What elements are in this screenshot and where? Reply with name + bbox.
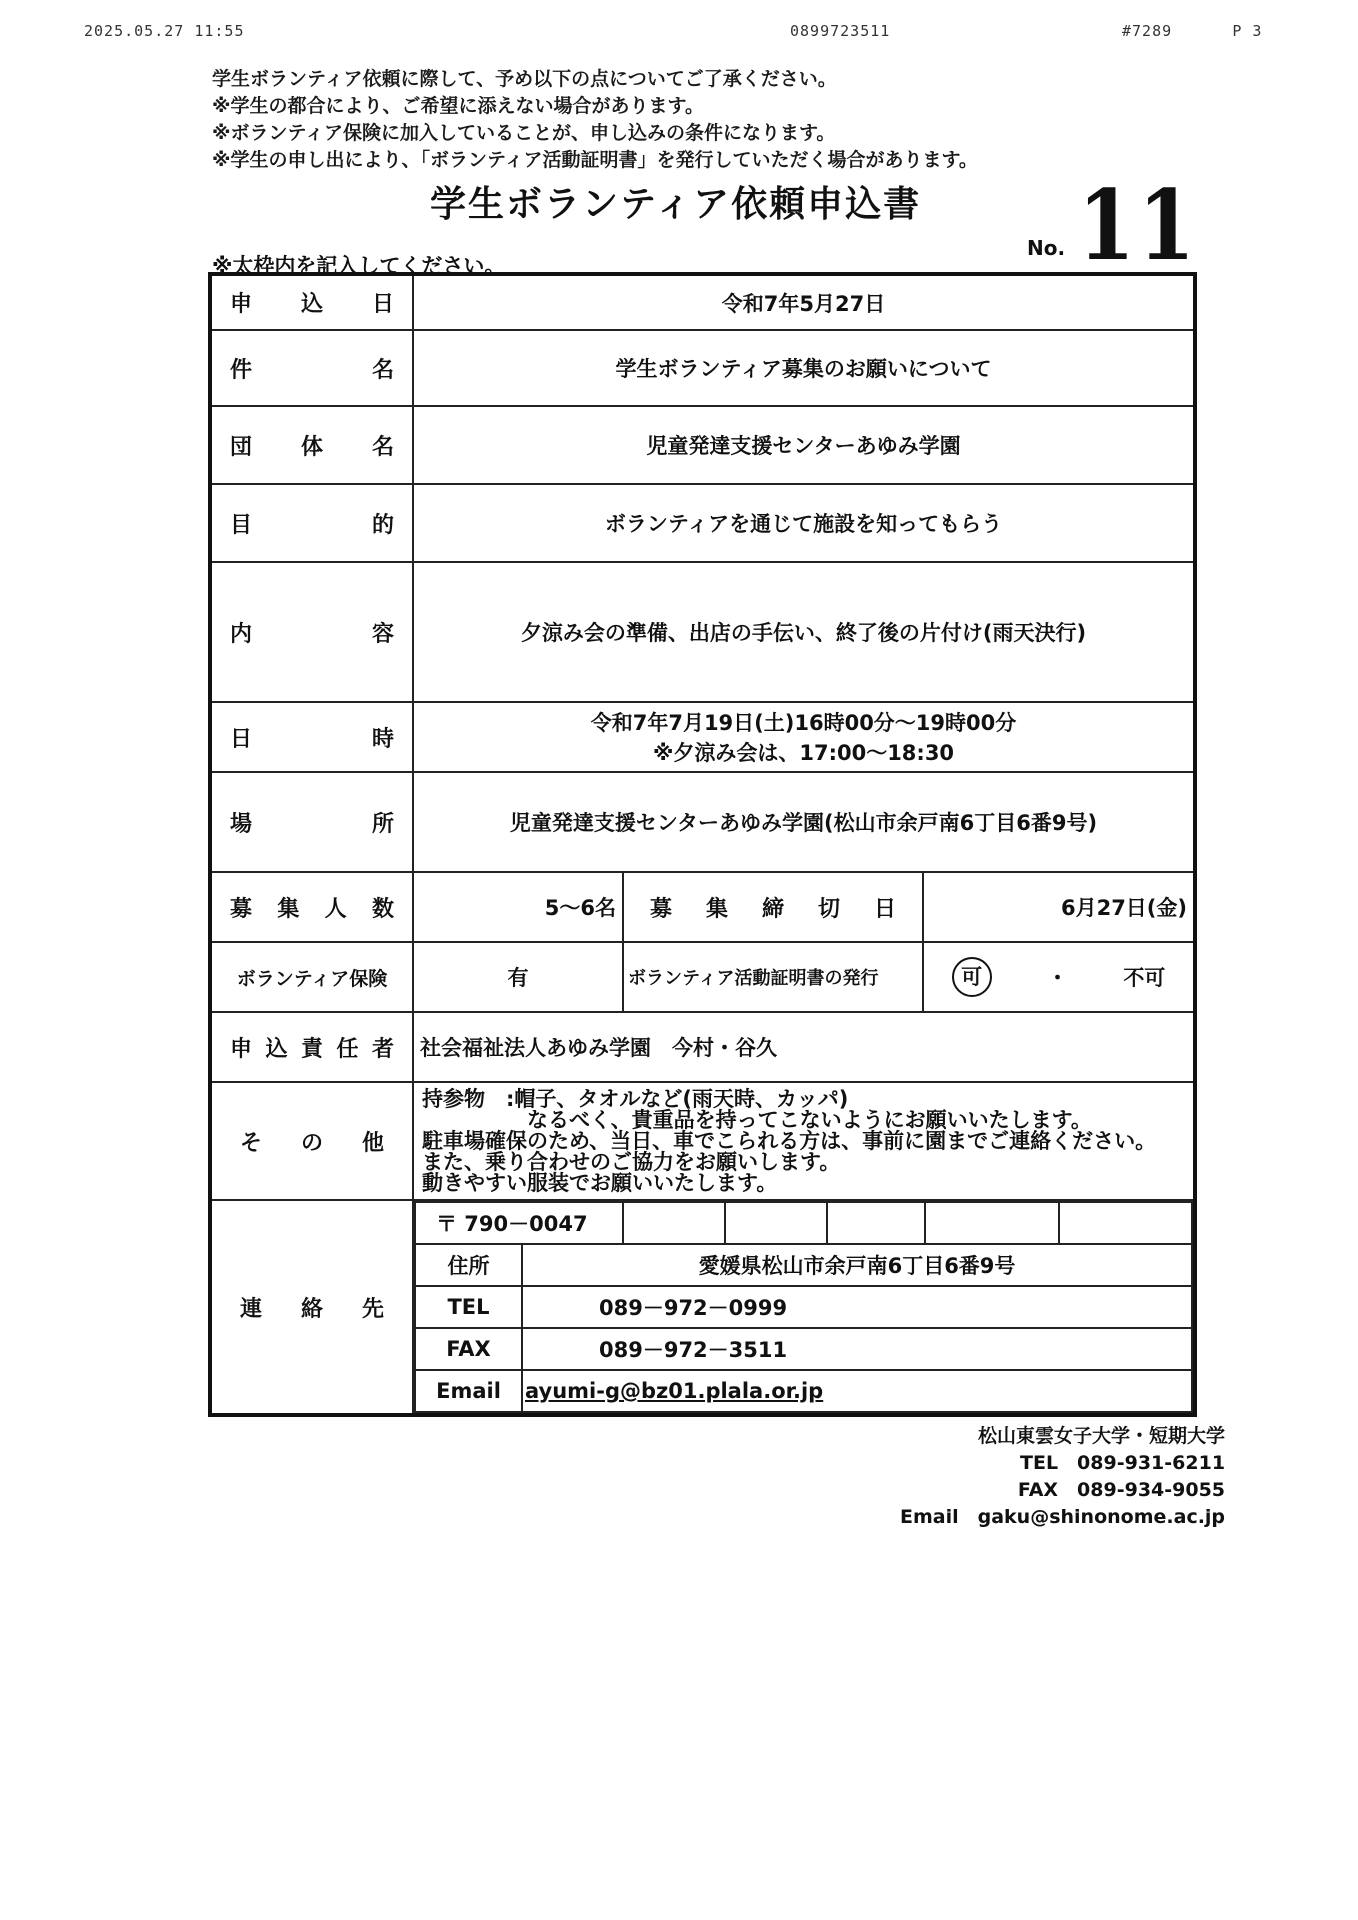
label-char: 容 xyxy=(371,621,394,647)
notice-line: ※ボランティア保険に加入していることが、申し込みの条件になります。 xyxy=(212,122,836,144)
certificate-no: 不可 xyxy=(1123,966,1166,990)
label-recruit-count xyxy=(210,872,413,942)
contact-details xyxy=(413,1200,1195,1415)
postal-box xyxy=(725,1202,827,1244)
postal-box xyxy=(623,1202,725,1244)
fax-number: 0899723511 xyxy=(790,22,891,40)
label-char: 名 xyxy=(371,434,394,460)
label-organization xyxy=(210,406,413,484)
label-char: 先 xyxy=(361,1296,384,1322)
label-deadline xyxy=(623,872,923,942)
label-char: 連 xyxy=(240,1296,263,1322)
label-char: 件 xyxy=(230,357,253,383)
label-char: 名 xyxy=(371,357,394,383)
datetime-line1: 令和7年7月19日(土)16時00分～19時00分 xyxy=(590,711,1017,735)
postal-box xyxy=(1059,1202,1192,1244)
other-line: 駐車場確保のため、当日、車でこられる方は、事前に園までご連絡ください。 xyxy=(422,1128,1157,1153)
label-char: 責 xyxy=(300,1036,323,1062)
label-char: 的 xyxy=(371,512,394,538)
certificate-value xyxy=(923,942,1195,1012)
label-char: 団 xyxy=(230,434,253,460)
form-title: 学生ボランティア依頼申込書 xyxy=(430,184,922,225)
label-char: 内 xyxy=(230,621,253,647)
insurance-value: 有 xyxy=(413,942,623,1012)
label-char: 募 xyxy=(650,896,673,922)
number-label: No. xyxy=(1027,236,1066,260)
label-char: 任 xyxy=(336,1036,359,1062)
address-label: 住所 xyxy=(415,1244,522,1286)
application-form xyxy=(208,272,1197,1417)
label-char: 募 xyxy=(230,896,253,922)
postal-box xyxy=(827,1202,925,1244)
content-value: 夕涼み会の準備、出店の手伝い、終了後の片付け(雨天決行) xyxy=(413,562,1195,702)
label-char: 時 xyxy=(371,726,394,752)
contact-table xyxy=(414,1201,1193,1413)
label-char: 所 xyxy=(371,811,394,837)
label-char: 数 xyxy=(371,896,394,922)
responsible-value: 社会福祉法人あゆみ学園 今村・谷久 xyxy=(413,1012,1195,1082)
other-line: なるべく、貴重品を持ってこないようにお願いいたします。 xyxy=(422,1107,1092,1132)
label-contact xyxy=(210,1200,413,1415)
notice-line: ※学生の申し出により、「ボランティア活動証明書」を発行していただく場合があります。 xyxy=(212,149,978,171)
label-place xyxy=(210,772,413,872)
label-char: 他 xyxy=(361,1130,384,1156)
label-char: 絡 xyxy=(300,1296,323,1322)
label-char: 申 xyxy=(230,1036,253,1062)
label-char: 集 xyxy=(705,896,728,922)
purpose-value: ボランティアを通じて施設を知ってもらう xyxy=(413,484,1195,562)
email-cell xyxy=(522,1370,1192,1412)
form-number: 11 xyxy=(1078,169,1199,282)
fax-value: 089－972－3511 xyxy=(522,1328,1192,1370)
tel-label: TEL xyxy=(415,1286,522,1328)
label-purpose xyxy=(210,484,413,562)
label-responsible xyxy=(210,1012,413,1082)
organization-value: 児童発達支援センターあゆみ学園 xyxy=(413,406,1195,484)
label-char: 場 xyxy=(230,811,253,837)
address-value: 愛媛県松山市余戸南6丁目6番9号 xyxy=(522,1244,1192,1286)
certificate-separator: ・ xyxy=(1046,966,1068,990)
label-datetime xyxy=(210,702,413,772)
datetime-line2: ※夕涼み会は、17:00～18:30 xyxy=(652,741,955,765)
notice-line: 学生ボランティア依頼に際して、予め以下の点についてご了承ください。 xyxy=(212,68,837,90)
label-char: の xyxy=(300,1130,323,1156)
label-char: 込 xyxy=(265,1036,288,1062)
label-char: 締 xyxy=(761,896,784,922)
postal-code: 〒 790－0047 xyxy=(415,1202,623,1244)
fax-job: #7289 xyxy=(1122,22,1173,40)
datetime-value xyxy=(413,702,1195,772)
label-char: 目 xyxy=(230,512,253,538)
label-char: そ xyxy=(240,1130,263,1156)
subject-value: 学生ボランティア募集のお願いについて xyxy=(413,330,1195,406)
postal-box xyxy=(925,1202,1059,1244)
label-char: 体 xyxy=(300,434,323,460)
label-char: 日 xyxy=(873,896,896,922)
fax-datetime: 2025.05.27 11:55 xyxy=(84,22,245,40)
label-char: 人 xyxy=(324,896,347,922)
other-value xyxy=(413,1082,1195,1200)
place-value: 児童発達支援センターあゆみ学園(松山市余戸南6丁目6番9号) xyxy=(413,772,1195,872)
label-char: 切 xyxy=(817,896,840,922)
fax-page-number: P 3 xyxy=(1232,22,1263,40)
label-application-date xyxy=(210,274,413,330)
university-name: 松山東雲女子大学・短期大学 xyxy=(978,1425,1226,1447)
label-char: 申 xyxy=(230,292,253,317)
email-link[interactable]: ayumi-g@bz01.plala.or.jp xyxy=(525,1379,824,1403)
label-char: 者 xyxy=(371,1036,394,1062)
notice-line: ※学生の都合により、ご希望に添えない場合があります。 xyxy=(212,95,704,117)
notice xyxy=(212,66,978,174)
other-line: 動きやすい服装でお願いいたします。 xyxy=(422,1170,778,1195)
other-line: また、乗り合わせのご協力をお願いします。 xyxy=(422,1149,841,1174)
label-content xyxy=(210,562,413,702)
university-email: Email gaku@shinonome.ac.jp xyxy=(900,1506,1226,1528)
other-line: 持参物 :帽子、タオルなど(雨天時、カッパ) xyxy=(422,1086,849,1111)
tel-value: 089－972－0999 xyxy=(522,1286,1192,1328)
label-subject xyxy=(210,330,413,406)
label-char: 日 xyxy=(371,292,394,317)
label-char: 日 xyxy=(230,726,253,752)
email-label: Email xyxy=(415,1370,522,1412)
label-insurance: ボランティア保険 xyxy=(210,942,413,1012)
fax-label: FAX xyxy=(415,1328,522,1370)
fax-page xyxy=(1122,22,1262,40)
application-date-value: 令和7年5月27日 xyxy=(413,274,1195,330)
university-fax: FAX 089-934-9055 xyxy=(1017,1479,1226,1501)
label-char: 集 xyxy=(277,896,300,922)
deadline-value: 6月27日(金) xyxy=(923,872,1195,942)
label-other xyxy=(210,1082,413,1200)
label-certificate: ボランティア活動証明書の発行 xyxy=(623,942,923,1012)
instruction: ※太枠内を記入してください。 xyxy=(212,254,506,278)
recruit-count-value: 5～6名 xyxy=(413,872,623,942)
university-contact xyxy=(900,1423,1225,1531)
certificate-yes-circled: 可 xyxy=(952,957,992,997)
label-char: 込 xyxy=(300,292,323,317)
university-tel: TEL 089-931-6211 xyxy=(1020,1452,1226,1474)
